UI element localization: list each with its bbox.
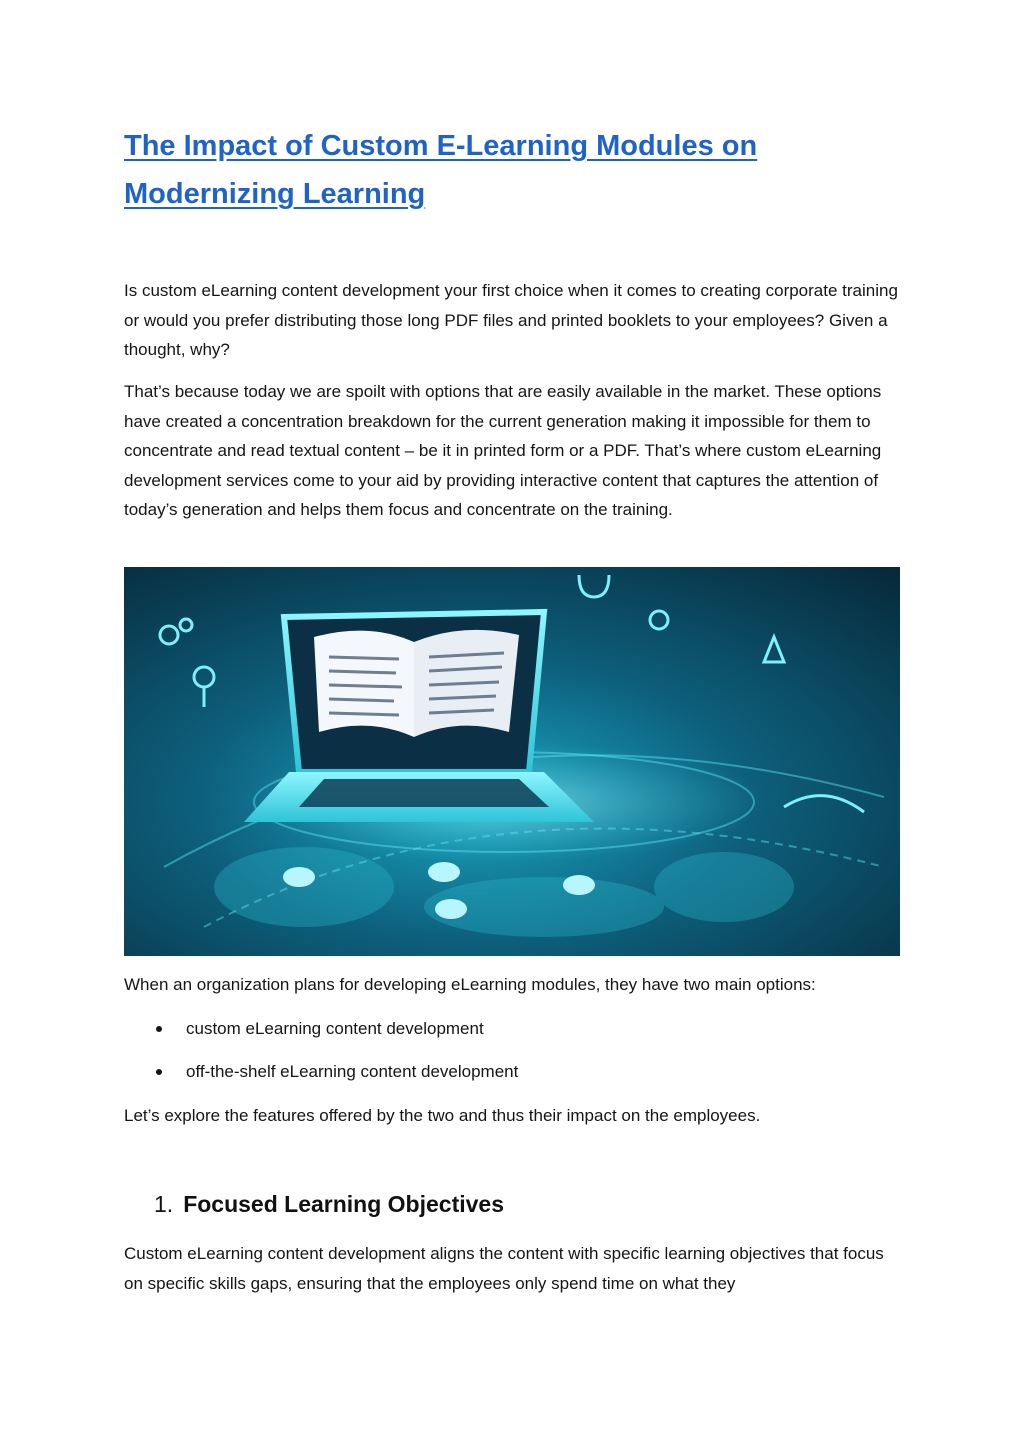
bullet-icon (156, 1069, 162, 1075)
section-heading (154, 1186, 504, 1222)
list-item-text: custom eLearning content development (186, 1019, 484, 1038)
section-body: Custom eLearning content development aligns the content with specific learning objectives that focus on specific skills gaps, ensuring that the employees only spend time on what they (124, 1244, 884, 1293)
list-item (124, 1014, 904, 1057)
explore-paragraph: Let’s explore the features offered by the two and thus their impact on the employees. (124, 1106, 761, 1125)
options-intro: When an organization plans for developing eLearning modules, they have two main options: (124, 975, 816, 994)
hero-image (124, 567, 900, 956)
section-title: Focused Learning Objectives (183, 1191, 504, 1217)
article-title-link[interactable]: The Impact of Custom E-Learning Modules on Modernizing Learning (124, 130, 758, 210)
list-item-text: off-the-shelf eLearning content development (186, 1062, 519, 1081)
options-list (124, 1014, 904, 1100)
options-paragraph: That’s because today we are spoilt with options that are easily available in the market. These options have created a concentration breakdown for the current generation making it impossible for them to concentrate and read textual content – be it in printed form or a PDF. That’s where custom eLearning development services come to your aid by providing interactive content that captures the attention of today’s generation and helps them focus and concentrate on the training. (124, 382, 882, 519)
intro-paragraph: Is custom eLearning content development your first choice when it comes to creating corporate training or would you prefer distributing those long PDF files and printed booklets to your employees? Given a thought, why? (124, 281, 898, 359)
bullet-icon (156, 1026, 162, 1032)
section-number: 1. (154, 1191, 174, 1217)
list-item (124, 1057, 904, 1100)
